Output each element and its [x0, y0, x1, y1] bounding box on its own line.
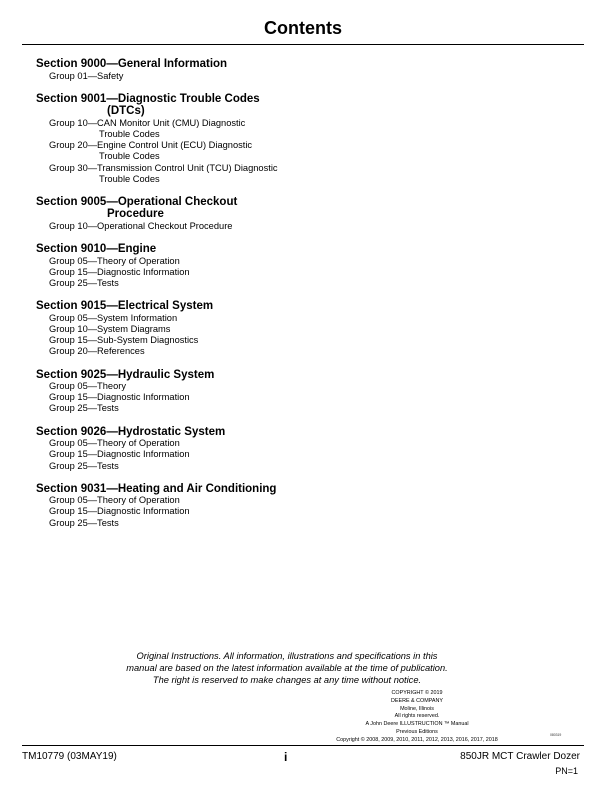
group-label: Group 05—System Information	[49, 312, 178, 323]
toc-group-entry[interactable]	[36, 71, 336, 82]
group-label: Group 05—Theory of Operation	[49, 255, 180, 266]
group-label: Group 25—Tests	[49, 517, 119, 528]
toc-group-entry[interactable]	[36, 267, 336, 278]
copyright-line: Previous Editions	[396, 728, 438, 735]
copyright-line: A John Deere ILLUSTRUCTION ™ Manual	[365, 721, 469, 728]
toc-section	[36, 196, 336, 232]
section-title[interactable]	[36, 58, 336, 71]
toc-group-entry[interactable]	[36, 438, 336, 449]
copyright-line: DEERE & COMPANY	[390, 697, 444, 704]
section-title[interactable]	[36, 369, 336, 382]
toc-group-entry[interactable]	[36, 449, 336, 460]
group-label: Group 05—Theory of Operation	[49, 495, 180, 506]
toc-section	[36, 58, 336, 82]
group-label: Group 20—References	[49, 346, 145, 357]
toc-group-entry[interactable]	[36, 118, 336, 140]
group-label: Group 15—Diagnostic Information	[49, 266, 190, 277]
toc-section	[36, 93, 336, 185]
group-label: Group 20—Engine Control Unit (ECU) Diagnostic	[49, 140, 253, 151]
toc-group-entry[interactable]	[36, 221, 336, 232]
page-header	[22, 14, 584, 45]
group-label: Group 25—Tests	[49, 460, 119, 471]
section-title[interactable]	[36, 426, 336, 439]
toc-group-entry[interactable]	[36, 313, 336, 324]
copyright-line: Copyright © 2008, 2009, 2010, 2011, 2012, 2013, 2016, 2017, 2018	[336, 736, 498, 743]
copyright-line: Moline, Illinois	[400, 705, 434, 712]
toc-group-entry[interactable]	[36, 346, 336, 357]
toc-section	[36, 243, 336, 289]
section-title-text: Section 9001—Diagnostic Trouble Codes	[36, 92, 260, 105]
document-id: TM10779 (03MAY19)	[22, 751, 117, 762]
toc-group-entry[interactable]	[36, 518, 336, 529]
section-title[interactable]	[36, 93, 336, 118]
group-label: Group 10—CAN Monitor Unit (CMU) Diagnostic	[49, 117, 246, 128]
section-title-continuation: (DTCs)	[107, 105, 145, 118]
section-title-continuation: Procedure	[107, 208, 164, 221]
section-title[interactable]	[36, 196, 336, 221]
group-label-continuation: Trouble Codes	[99, 151, 160, 162]
section-title-text: Section 9031—Heating and Air Conditioning	[36, 482, 277, 495]
toc-section	[36, 426, 336, 472]
notice-line: Original Instructions. All information, illustrations and specifications in this	[136, 651, 438, 661]
page-title: Contents	[264, 18, 342, 38]
toc-group-entry[interactable]	[36, 140, 336, 162]
group-label: Group 25—Tests	[49, 403, 119, 414]
group-label-continuation: Trouble Codes	[99, 173, 160, 184]
group-label: Group 01—Safety	[49, 70, 124, 81]
copyright-code: 080319	[550, 733, 562, 737]
toc-group-entry[interactable]	[36, 324, 336, 335]
toc-group-entry[interactable]	[36, 256, 336, 267]
group-label: Group 05—Theory of Operation	[49, 438, 180, 449]
section-title[interactable]	[36, 243, 336, 256]
original-instructions-notice	[92, 650, 482, 686]
group-label: Group 15—Diagnostic Information	[49, 392, 190, 403]
group-label: Group 05—Theory	[49, 381, 126, 392]
toc-group-entry[interactable]	[36, 335, 336, 346]
toc-section	[36, 300, 336, 357]
section-title-text: Section 9015—Electrical System	[36, 300, 214, 313]
toc-group-entry[interactable]	[36, 403, 336, 414]
group-label: Group 15—Diagnostic Information	[49, 506, 190, 517]
section-title[interactable]	[36, 300, 336, 313]
section-title-text: Section 9010—Engine	[36, 243, 157, 256]
copyright-line: COPYRIGHT © 2019	[391, 690, 443, 696]
toc-group-entry[interactable]	[36, 506, 336, 517]
toc-group-entry[interactable]	[36, 163, 336, 185]
toc-group-entry[interactable]	[36, 278, 336, 289]
toc-group-entry[interactable]	[36, 495, 336, 506]
toc-section	[36, 369, 336, 415]
group-label: Group 30—Transmission Control Unit (TCU) Diagnostic	[49, 162, 278, 173]
section-title-text: Section 9000—General Information	[36, 58, 228, 70]
model-name: 850JR MCT Crawler Dozer	[460, 751, 580, 762]
section-title-text: Section 9005—Operational Checkout	[36, 195, 238, 208]
group-label-continuation: Trouble Codes	[99, 128, 160, 139]
toc-group-entry[interactable]	[36, 461, 336, 472]
copyright-block	[322, 690, 512, 745]
section-title-text: Section 9026—Hydrostatic System	[36, 425, 226, 438]
group-label: Group 10—System Diagrams	[49, 323, 171, 334]
footer-divider	[22, 745, 584, 746]
toc-section	[36, 483, 336, 529]
group-label: Group 15—Sub-System Diagnostics	[49, 335, 199, 346]
notice-line: manual are based on the latest information available at the time of publication.	[126, 663, 448, 673]
page-number: i	[284, 750, 288, 764]
notice-line: The right is reserved to make changes at any time without notice.	[152, 675, 422, 685]
copyright-line: All rights reserved.	[394, 713, 440, 720]
section-title-text: Section 9025—Hydraulic System	[36, 368, 215, 381]
table-of-contents	[36, 58, 336, 540]
group-label: Group 25—Tests	[49, 278, 119, 289]
group-label: Group 10—Operational Checkout Procedure	[49, 220, 233, 231]
toc-group-entry[interactable]	[36, 392, 336, 403]
pn-number: PN=1	[555, 766, 578, 776]
toc-group-entry[interactable]	[36, 381, 336, 392]
section-title[interactable]	[36, 483, 336, 496]
group-label: Group 15—Diagnostic Information	[49, 449, 190, 460]
